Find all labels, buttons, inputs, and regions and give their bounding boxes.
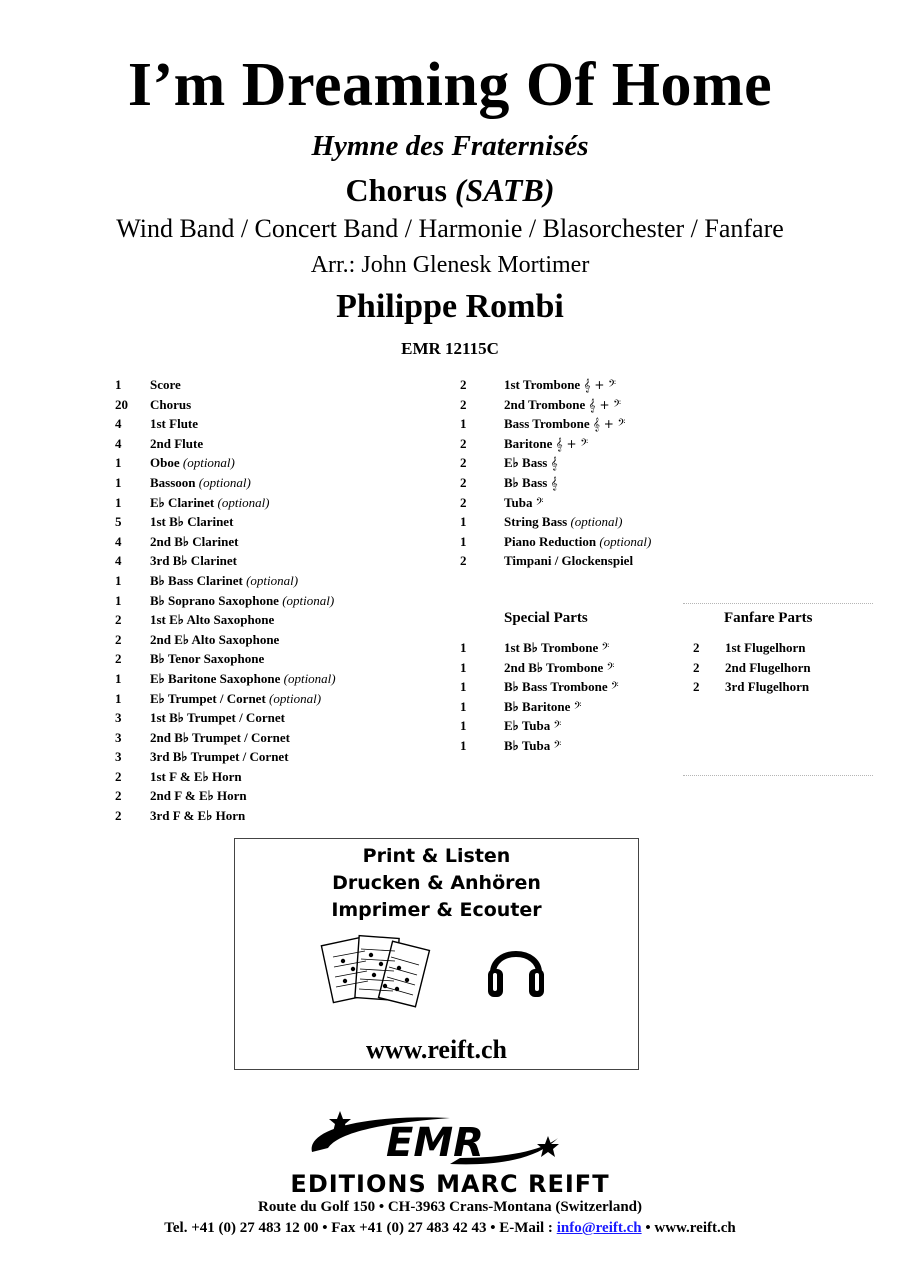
part-name: E♭ Trumpet / Cornet bbox=[150, 690, 266, 706]
part-name: 2nd B♭ Trumpet / Cornet bbox=[150, 729, 290, 745]
part-quantity: 1 bbox=[115, 377, 122, 392]
part-row bbox=[115, 689, 445, 709]
part-row bbox=[460, 512, 720, 532]
part-name: B♭ Baritone bbox=[504, 698, 571, 714]
part-name: 2nd E♭ Alto Saxophone bbox=[150, 631, 280, 647]
part-name: 2nd B♭ Trombone bbox=[504, 659, 604, 675]
part-quantity: 1 bbox=[460, 679, 467, 695]
part-label bbox=[725, 638, 806, 658]
part-label bbox=[150, 786, 247, 806]
publisher-name: EDITIONS MARC REIFT bbox=[290, 1170, 610, 1198]
part-row bbox=[115, 395, 445, 415]
part-label bbox=[150, 728, 290, 748]
part-row bbox=[460, 736, 690, 756]
clef-icon: 𝄢 bbox=[606, 660, 615, 675]
part-row bbox=[115, 473, 445, 493]
part-quantity: 2 bbox=[115, 631, 122, 647]
part-row bbox=[115, 806, 445, 826]
part-quantity: 2 bbox=[460, 455, 467, 471]
part-quantity: 1 bbox=[115, 572, 122, 588]
part-name: B♭ Bass bbox=[504, 474, 548, 490]
optional-note: (optional) bbox=[282, 592, 335, 608]
part-name: 3rd B♭ Trumpet / Cornet bbox=[150, 749, 289, 765]
part-label bbox=[504, 453, 558, 474]
clef-icon: 𝄢 bbox=[601, 641, 610, 655]
part-row bbox=[115, 630, 445, 650]
part-name: 1st Flugelhorn bbox=[725, 640, 806, 655]
part-name: E♭ Baritone Saxophone bbox=[150, 670, 281, 686]
part-label bbox=[150, 747, 289, 767]
part-name: Chorus bbox=[150, 396, 192, 412]
part-label bbox=[150, 473, 251, 493]
part-quantity: 2 bbox=[115, 788, 122, 804]
part-quantity: 2 bbox=[693, 659, 700, 675]
part-name: B♭ Tuba bbox=[504, 737, 551, 753]
sheet-music-icon bbox=[319, 931, 431, 1013]
clef-icon: 𝄢 bbox=[553, 738, 562, 753]
clef-icon: 𝄞 + 𝄢 bbox=[588, 397, 622, 412]
part-label bbox=[504, 658, 614, 679]
part-quantity: 1 bbox=[460, 533, 467, 549]
optional-note: (optional) bbox=[269, 690, 322, 706]
part-row bbox=[460, 658, 690, 678]
part-row bbox=[115, 591, 445, 611]
part-row bbox=[115, 747, 445, 767]
email-link[interactable]: info@reift.ch bbox=[556, 1220, 642, 1236]
part-label bbox=[150, 630, 279, 650]
part-name: B♭ Bass Trombone bbox=[504, 679, 608, 695]
clef-icon: 𝄞 + 𝄢 bbox=[592, 417, 626, 432]
part-name: 2nd Trombone bbox=[504, 396, 586, 412]
publisher-contact bbox=[0, 1220, 900, 1237]
part-label bbox=[504, 551, 633, 571]
part-row bbox=[115, 551, 445, 571]
part-name: Bass Trombone bbox=[504, 416, 590, 432]
part-label bbox=[504, 414, 625, 435]
part-label bbox=[150, 434, 203, 454]
composer-name: Philippe Rombi bbox=[336, 288, 564, 325]
part-label bbox=[725, 677, 809, 697]
part-label bbox=[150, 395, 191, 415]
part-label bbox=[504, 716, 561, 737]
part-row bbox=[460, 434, 720, 454]
part-name: B♭ Bass Clarinet bbox=[150, 572, 243, 588]
part-label bbox=[150, 767, 242, 787]
optional-note: (optional) bbox=[599, 533, 652, 549]
contact-website: • www.reift.ch bbox=[641, 1220, 736, 1236]
part-row bbox=[460, 677, 690, 697]
part-row bbox=[460, 395, 720, 415]
part-label bbox=[504, 434, 588, 455]
part-quantity: 4 bbox=[115, 416, 122, 432]
fanfare-divider-bottom bbox=[683, 775, 873, 776]
optional-note: (optional) bbox=[217, 494, 270, 510]
part-name: Piano Reduction bbox=[504, 533, 597, 549]
part-quantity: 4 bbox=[115, 553, 122, 569]
part-quantity: 1 bbox=[115, 455, 122, 471]
part-row bbox=[460, 453, 720, 473]
part-row bbox=[460, 414, 720, 434]
part-label bbox=[150, 708, 285, 728]
catalog-number: EMR 12115C bbox=[401, 339, 499, 358]
optional-note: (optional) bbox=[283, 670, 336, 686]
part-name: B♭ Soprano Saxophone bbox=[150, 592, 279, 608]
page-subtitle: Hymne des Fraternisés bbox=[311, 130, 589, 162]
emr-logo-text: EMR bbox=[386, 1120, 484, 1166]
voicing bbox=[0, 172, 900, 209]
part-row bbox=[460, 551, 720, 571]
part-row bbox=[115, 610, 445, 630]
part-row bbox=[460, 473, 720, 493]
clef-icon: 𝄞 bbox=[550, 475, 558, 490]
parts-list-right bbox=[460, 375, 720, 571]
part-row bbox=[460, 716, 690, 736]
part-row bbox=[115, 669, 445, 689]
part-quantity: 1 bbox=[115, 592, 122, 608]
fanfare-parts-heading: Fanfare Parts bbox=[724, 610, 813, 626]
optional-note: (optional) bbox=[246, 572, 299, 588]
part-quantity: 1 bbox=[460, 640, 467, 655]
headphones-icon bbox=[485, 931, 547, 1003]
part-name: 1st Flute bbox=[150, 416, 199, 432]
part-name: Oboe bbox=[150, 455, 180, 471]
part-quantity: 20 bbox=[115, 396, 128, 412]
part-quantity: 1 bbox=[460, 659, 467, 675]
part-name: Timpani / Glockenspiel bbox=[504, 553, 634, 569]
part-quantity: 1 bbox=[115, 494, 122, 510]
part-label bbox=[150, 649, 264, 669]
part-name: Tuba bbox=[504, 494, 533, 510]
part-quantity: 2 bbox=[460, 396, 467, 412]
part-name: 2nd B♭ Clarinet bbox=[150, 533, 239, 549]
part-quantity: 1 bbox=[115, 474, 122, 490]
part-label bbox=[150, 512, 233, 532]
part-row bbox=[115, 375, 445, 395]
part-name: B♭ Tenor Saxophone bbox=[150, 651, 265, 667]
part-label bbox=[150, 571, 298, 591]
part-quantity: 1 bbox=[460, 416, 467, 432]
part-row bbox=[460, 493, 720, 513]
part-quantity: 4 bbox=[115, 435, 122, 451]
part-quantity: 4 bbox=[115, 533, 122, 549]
promo-line-de: Drucken & Anhören bbox=[332, 872, 541, 894]
part-label bbox=[504, 638, 609, 659]
part-label bbox=[150, 532, 238, 552]
part-quantity: 2 bbox=[693, 679, 700, 695]
part-row bbox=[115, 786, 445, 806]
part-row bbox=[115, 493, 445, 513]
part-row bbox=[115, 728, 445, 748]
part-label bbox=[504, 697, 581, 718]
part-quantity: 2 bbox=[115, 808, 122, 824]
part-label bbox=[150, 669, 336, 689]
optional-note: (optional) bbox=[570, 514, 623, 530]
part-label bbox=[150, 551, 237, 571]
part-name: 1st B♭ Trumpet / Cornet bbox=[150, 710, 285, 726]
part-name: 1st E♭ Alto Saxophone bbox=[150, 612, 275, 628]
part-row bbox=[115, 649, 445, 669]
part-quantity: 1 bbox=[460, 718, 467, 734]
part-label bbox=[150, 453, 235, 473]
part-quantity: 1 bbox=[460, 514, 467, 530]
part-name: Score bbox=[150, 377, 181, 392]
fanfare-parts-list bbox=[693, 638, 863, 697]
part-label bbox=[150, 591, 334, 611]
special-parts-list bbox=[460, 638, 690, 756]
part-quantity: 2 bbox=[460, 435, 467, 451]
special-parts-heading: Special Parts bbox=[504, 610, 588, 626]
clef-icon: 𝄞 bbox=[550, 456, 558, 471]
part-name: 3rd F & E♭ Horn bbox=[150, 808, 246, 824]
part-quantity: 1 bbox=[460, 737, 467, 753]
part-row bbox=[460, 532, 720, 552]
part-quantity: 2 bbox=[693, 640, 700, 655]
part-name: 1st B♭ Clarinet bbox=[150, 514, 234, 530]
part-name: 3rd Flugelhorn bbox=[725, 679, 810, 695]
part-quantity: 2 bbox=[115, 768, 122, 784]
part-name: E♭ Clarinet bbox=[150, 494, 215, 510]
contact-phone-fax: Tel. +41 (0) 27 483 12 00 • Fax +41 (0) 27 483 42 43 • E-Mail : bbox=[164, 1220, 557, 1236]
part-label bbox=[150, 610, 274, 630]
part-label bbox=[150, 493, 270, 513]
part-label bbox=[504, 473, 558, 494]
part-row bbox=[115, 767, 445, 787]
part-label bbox=[504, 677, 619, 698]
fanfare-divider-top bbox=[683, 603, 873, 604]
part-name: E♭ Tuba bbox=[504, 718, 551, 734]
parts-list-left bbox=[115, 375, 445, 826]
part-row bbox=[693, 658, 863, 678]
page-title: I’m Dreaming Of Home bbox=[127, 51, 773, 119]
part-name: 1st Trombone bbox=[504, 377, 581, 392]
part-quantity: 5 bbox=[115, 514, 122, 530]
arranger-line: Arr.: John Glenesk Mortimer bbox=[310, 252, 590, 278]
part-quantity: 2 bbox=[460, 474, 467, 490]
part-quantity: 3 bbox=[115, 749, 122, 765]
part-name: 2nd Flute bbox=[150, 435, 204, 451]
part-quantity: 2 bbox=[460, 494, 467, 510]
part-label bbox=[150, 414, 198, 434]
part-label bbox=[504, 736, 561, 757]
part-name: Baritone bbox=[504, 435, 553, 451]
part-row bbox=[693, 638, 863, 658]
part-row bbox=[115, 532, 445, 552]
part-quantity: 1 bbox=[115, 670, 122, 686]
part-label bbox=[504, 375, 616, 396]
part-label bbox=[504, 532, 651, 552]
publisher-address: Route du Golf 150 • CH-3963 Crans-Montana (Switzerland) bbox=[258, 1199, 642, 1215]
clef-icon: 𝄢 bbox=[535, 495, 544, 510]
part-name: String Bass bbox=[504, 514, 568, 530]
part-name: 1st B♭ Trombone bbox=[504, 640, 599, 655]
promo-line-fr: Imprimer & Ecouter bbox=[331, 899, 542, 921]
part-row bbox=[115, 453, 445, 473]
part-label bbox=[504, 512, 622, 532]
part-quantity: 2 bbox=[460, 553, 467, 569]
part-name: Bassoon bbox=[150, 474, 196, 490]
part-label bbox=[504, 395, 621, 416]
clef-icon: 𝄞 + 𝄢 bbox=[583, 378, 616, 392]
part-quantity: 1 bbox=[115, 690, 122, 706]
part-label bbox=[150, 375, 181, 395]
part-row bbox=[460, 697, 690, 717]
part-row bbox=[115, 512, 445, 532]
print-listen-box bbox=[234, 838, 639, 1070]
part-label bbox=[150, 806, 245, 826]
part-row bbox=[115, 571, 445, 591]
part-row bbox=[115, 708, 445, 728]
part-quantity: 3 bbox=[115, 729, 122, 745]
optional-note: (optional) bbox=[182, 455, 235, 471]
part-quantity: 1 bbox=[460, 698, 467, 714]
part-label bbox=[504, 493, 543, 514]
part-row bbox=[460, 638, 690, 658]
part-row bbox=[115, 434, 445, 454]
part-quantity: 2 bbox=[115, 651, 122, 667]
part-row bbox=[460, 375, 720, 395]
part-label bbox=[150, 689, 321, 709]
optional-note: (optional) bbox=[198, 474, 251, 490]
voicing-label: Chorus bbox=[345, 172, 447, 208]
ensemble-line: Wind Band / Concert Band / Harmonie / Blasorchester / Fanfare bbox=[116, 214, 784, 243]
voicing-detail: (SATB) bbox=[454, 172, 555, 208]
part-name: 3rd B♭ Clarinet bbox=[150, 553, 238, 569]
part-quantity: 3 bbox=[115, 710, 122, 726]
part-row bbox=[115, 414, 445, 434]
part-label bbox=[725, 658, 811, 678]
clef-icon: 𝄢 bbox=[610, 680, 619, 695]
promo-line-en: Print & Listen bbox=[362, 845, 511, 867]
promo-website: www.reift.ch bbox=[365, 1035, 508, 1064]
part-name: E♭ Bass bbox=[504, 455, 548, 471]
clef-icon: 𝄢 bbox=[553, 719, 562, 734]
part-name: 2nd Flugelhorn bbox=[725, 659, 811, 675]
part-name: 1st F & E♭ Horn bbox=[150, 768, 242, 784]
part-row bbox=[693, 677, 863, 697]
emr-logo bbox=[300, 1108, 570, 1168]
part-name: 2nd F & E♭ Horn bbox=[150, 788, 247, 804]
clef-icon: 𝄞 + 𝄢 bbox=[555, 436, 589, 451]
clef-icon: 𝄢 bbox=[573, 699, 582, 714]
part-quantity: 2 bbox=[115, 612, 122, 628]
part-quantity: 2 bbox=[460, 377, 467, 392]
